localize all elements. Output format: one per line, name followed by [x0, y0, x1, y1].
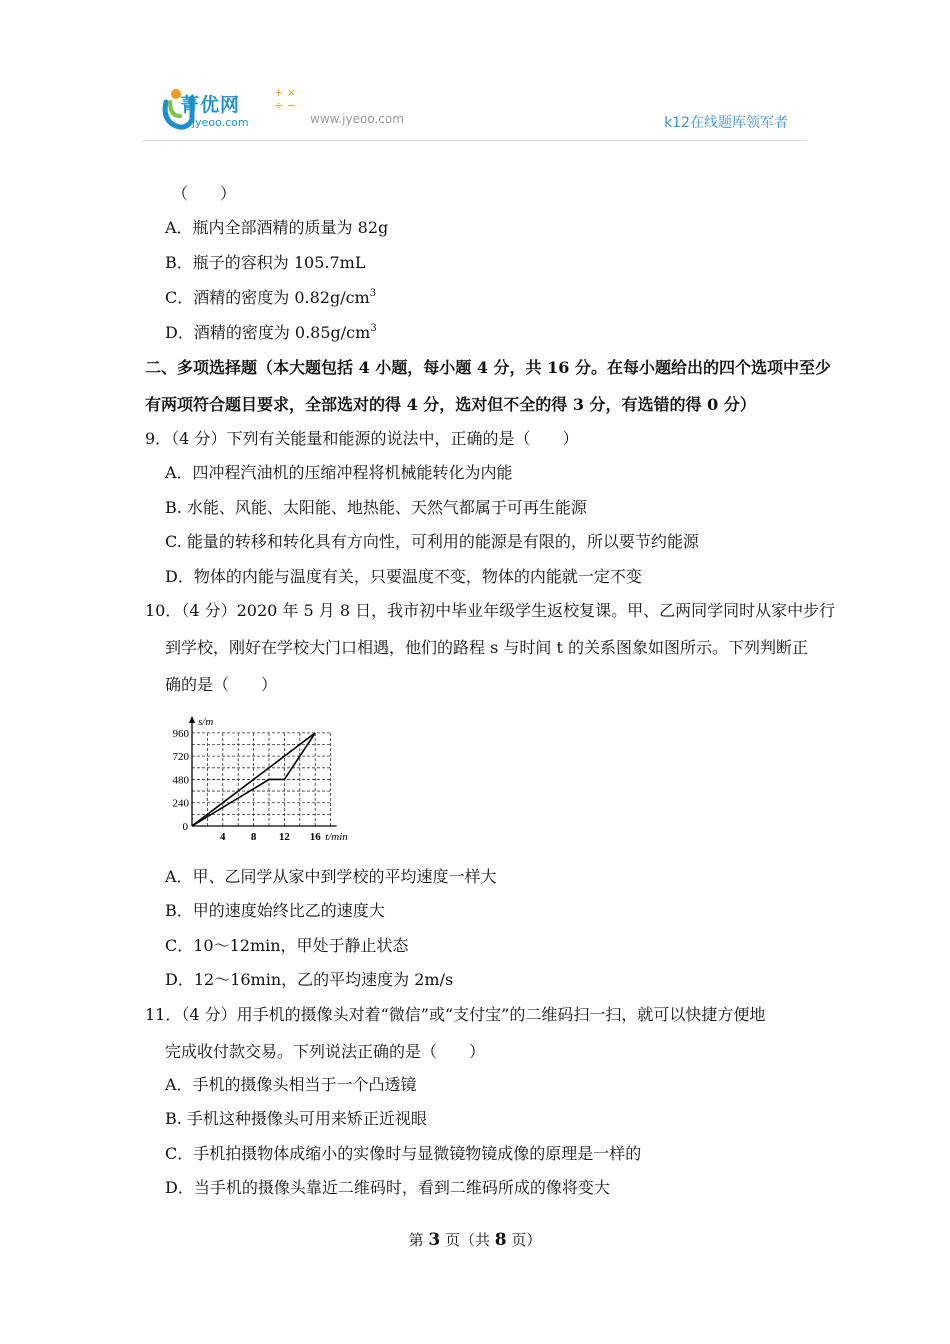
- q11-option-c[interactable]: C．手机拍摄物体成缩小的实像时与显微镜物镜成像的原理是一样的: [165, 1144, 642, 1163]
- q10-stem-line2: 到学校，刚好在学校大门口相遇，他们的路程 s 与时间 t 的关系图象如图所示。下列判断正: [165, 638, 808, 657]
- s-t-graph: [168, 706, 356, 848]
- x-tick-label: 8: [250, 831, 257, 843]
- y-tick-label: 720: [172, 751, 189, 764]
- q11-option-d[interactable]: D．当手机的摄像头靠近二维码时，看到二维码所成的像将变大: [165, 1178, 610, 1197]
- page-header: [142, 84, 806, 141]
- y-axis-label: s/m: [198, 716, 214, 728]
- logo-name: 菁优网: [180, 94, 241, 116]
- q8-option-b[interactable]: B．瓶子的容积为 105.7mL: [165, 253, 366, 272]
- y-tick-label: 240: [172, 797, 189, 810]
- q10-option-c[interactable]: C．10～12min，甲处于静止状态: [165, 936, 409, 955]
- total-pages: 8: [494, 1230, 507, 1250]
- q8-option-c[interactable]: C．酒精的密度为 $0.82g/cm^3$: [165, 288, 377, 307]
- q11-stem-line1: 11．（4 分）用手机的摄像头对着“微信”或“支付宝”的二维码扫一扫，就可以快捷方便地: [145, 1005, 766, 1024]
- header-slogan: k12在线题库领军者: [664, 115, 788, 131]
- q11-stem-line2: 完成收付款交易。下列说法正确的是（ ）: [165, 1042, 486, 1061]
- q11-option-a[interactable]: A．手机的摄像头相当于一个凸透镜: [165, 1075, 417, 1094]
- x-tick-label: 16: [309, 831, 321, 843]
- q10-stem-line1: 10．（4 分）2020 年 5 月 8 日，我市初中毕业年级学生返校复课。甲、乙两同学同时从家中步行: [145, 601, 836, 620]
- q9-option-b[interactable]: B. 水能、风能、太阳能、地热能、天然气都属于可再生能源: [165, 498, 587, 517]
- x-tick-label: 4: [220, 831, 226, 843]
- q10-option-d[interactable]: D．12～16min，乙的平均速度为 2m/s: [165, 970, 454, 989]
- page-footer: 第 3 页（共 8 页）: [408, 1230, 542, 1250]
- current-page: 3: [428, 1230, 441, 1250]
- section2-heading-line1: 二、多项选择题（本大题包括 4 小题，每小题 4 分，共 16 分。在每小题给出的四个选项中至少: [145, 358, 831, 377]
- q9-stem: 9．（4 分）下列有关能量和能源的说法中，正确的是（ ）: [145, 429, 579, 448]
- q10-stem-line3: 确的是（ ）: [165, 675, 278, 694]
- math-symbols-icon: + × ÷ −: [274, 86, 296, 112]
- y-tick-label: 480: [172, 774, 189, 787]
- q10-option-b[interactable]: B．甲的速度始终比乙的速度大: [165, 901, 385, 920]
- section2-heading-line2: 有两项符合题目要求，全部选对的得 4 分，选对但不全的得 3 分，有选错的得 0 分）: [145, 395, 756, 414]
- q8-option-d[interactable]: D．酒精的密度为 $0.85g/cm^3$: [165, 323, 377, 342]
- series-line-1: [192, 733, 315, 826]
- x-axis-label: t/min: [325, 831, 348, 843]
- q9-option-c[interactable]: C. 能量的转移和转化具有方向性，可利用的能源是有限的，所以要节约能源: [165, 532, 699, 551]
- logo-domain: jyeoo.com: [192, 116, 249, 129]
- q9-option-a[interactable]: A．四冲程汽油机的压缩冲程将机械能转化为内能: [165, 463, 513, 482]
- site-url[interactable]: www.jyeoo.com: [310, 112, 404, 126]
- y-axis-arrow-icon: [189, 716, 195, 723]
- q11-option-b[interactable]: B. 手机这种摄像头可用来矫正近视眼: [165, 1109, 427, 1128]
- q9-option-d[interactable]: D．物体的内能与温度有关，只要温度不变，物体的内能就一定不变: [165, 567, 642, 586]
- q8-stem-tail: （ ）: [172, 184, 237, 203]
- q10-option-a[interactable]: A．甲、乙同学从家中到学校的平均速度一样大: [165, 867, 497, 886]
- x-tick-label: 12: [278, 831, 290, 843]
- q8-option-a[interactable]: A．瓶内全部酒精的质量为 82g: [165, 218, 389, 237]
- origin-label: 0: [182, 821, 188, 833]
- y-tick-label: 960: [172, 727, 189, 740]
